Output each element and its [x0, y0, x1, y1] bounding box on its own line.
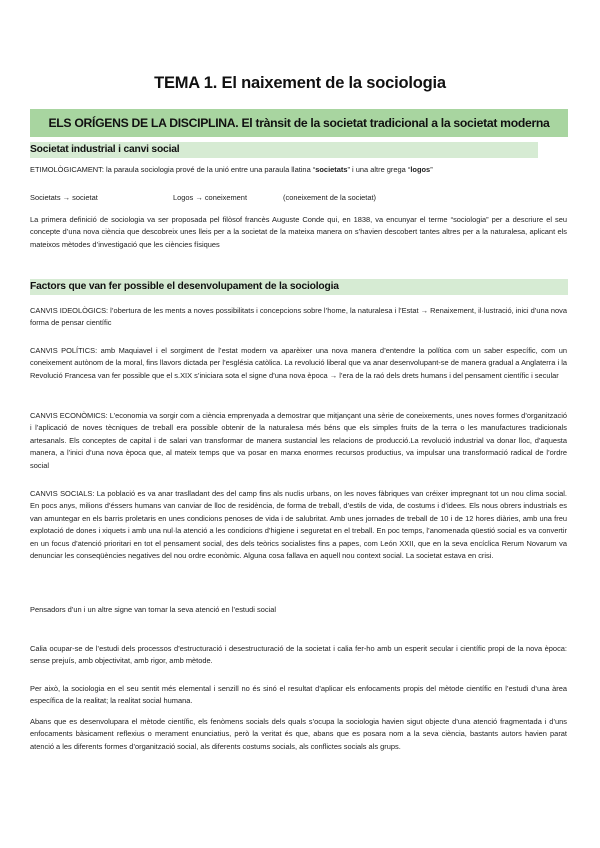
paragraph-per-aixo: Per això, la sociologia en el seu sentit més elemental i senzill no és sinó el resultat d’aplicar els enfocaments propis del mètode científic en l’estudi d’una àrea específica de la realitat; la realitat social humana. — [30, 684, 567, 706]
paragraph-canvis-economics: CANVIS ECONÒMICS: L’economia va sorgir com a ciència emprenyada a demostrar que mitjançant una sèrie de coneixements, unes noves formes d’organització i l’aplicació de noves tècniques de treball era possible obtenir de la naturalesa més béns que els simples fruits de la terra o les manufactures tradicionals artesanals. Els conceptes de capital i de salari van transformar de manera sustancial les relacions de producció.La revolució industrial va donar lloc, d’aquesta manera, a l’inici d’una nova època que, al mateix temps que va posar en marxa enormes recursos productius, va impulsar una transformació radical de l’ordre social — [30, 411, 567, 470]
paragraph-definicio: La primera definició de sociologia va ser proposada pel filòsof francès Auguste Conde qui, en 1838, va encunyar el terme “sociologia” per a descriure el seu concepte d’una nova ciència que descobreix unes lleis per a la societat de la mateixa manera on s’havien descobert tantes altres per a la naturalesa, aplicant els mateixos mètodes d’investigació que les ciències físiques — [30, 215, 567, 249]
paragraph-canvis-socials: CANVIS SOCIALS: La població es va anar traslladant des del camp fins als nuclis urbans, on les noves fàbriques van créixer impregnant tot un nou clima social. En pocs anys, milions d’éssers humans van canviar de lloc de residència, de forma de treball, d’estils de vida, de costums i d’idees. Els nous obrers industrials es van amuntegar en els barris proletaris en unes condicions penoses de vida i de salubritat. Amb unes jornades de treball de 10 i de 12 hores diàries, amb una freu explotació de dones i xiquets i amb una nul·la atenció a les condicions d’higiene i seguretat en el treball. En poc temps, l’anomenada qüestió social es va convertir en un focus d’atenció prioritari en tot el pensament social, des dels teòrics socialistes fins a papes, com León XXII, que en la seva encíclica Rerum Novarum va denunciar les conseqüències negatives del nou ordre econòmic. Alguna cosa fallava en aquell nou context social. La societat estava en crisi. — [30, 489, 567, 561]
section-heading-societat-industrial: Societat industrial i canvi social — [30, 142, 538, 158]
paragraph-canvis-politics: CANVIS POLÍTICS: amb Maquiavel i el sorgiment de l’estat modern va aparèixer una nova manera d’entendre la política com un saber específic, com un coneixement autònom de la moral, fins llavors dictada per l’església catòlica. La revolució liberal que va anar desenvolupant-se de manera gradual a Anglaterra i la Revolució Francesa van fer possible que el s.XIX s’iniciara sota el signe d’una nova època → l’era de la raó dels drets humans i del pensament científic i secular — [30, 346, 567, 380]
section-heading-factors: Factors que van fer possible el desenvolupament de la sociologia — [30, 279, 568, 295]
paragraph-pensadors: Pensadors d’un i un altre signe van tornar la seva atenció en l’estudi social — [30, 605, 276, 614]
paragraph-calia: Calia ocupar-se de l’estudi dels processos d’estructuració i desestructuració de la societat i calia fer-ho amb un esperit secular i científic propi de la nova època: sense prejuís, amb objectivitat, amb rigor, amb mètode. — [30, 644, 567, 666]
derivation-societats: Societats → societat — [30, 193, 98, 202]
paragraph-abans: Abans que es desenvolupara el mètode científic, els fenòmens socials dels quals s’ocupa la sociologia havien sigut objecte d’una atenció fragmentada i d’uns enfocaments bàsicament reflexius o merament enunciatius, però la veritat és que, abans que es posara nom a la seva ciència, bastants autors havien parat atenció a les diferents formes d’organització social, als diferents costums socials, als conflictes socials als grups. — [30, 717, 567, 751]
derivation-logos: Logos → coneixement — [173, 193, 248, 202]
paragraph-canvis-ideologics: CANVIS IDEOLÒGICS: l’obertura de les ments a noves possibilitats i concepcions sobre l’home, la naturalesa i l’Estat → Renaixement, il·lustració, inici d’una nova forma de pensar científic — [30, 306, 567, 328]
etymology-text: ETIMOLÒGICAMENT: la paraula sociologia prové de la unió entre una paraula llatina “ — [30, 165, 316, 174]
etymology-paragraph — [30, 164, 567, 176]
page-title: TEMA 1. El naixement de la sociologia — [154, 74, 446, 92]
chapter-banner: ELS ORÍGENS DE LA DISCIPLINA. El trànsit de la societat tradicional a la societat moderna — [30, 109, 568, 137]
etymology-text-mid: ” i una altre grega “ — [347, 165, 411, 174]
etymology-term-logos: logos — [410, 165, 431, 174]
etymology-text-end: ” — [430, 165, 433, 174]
derivation-meaning: (coneixement de la societat) — [283, 193, 377, 202]
etymology-term-societats: societats — [315, 165, 348, 174]
